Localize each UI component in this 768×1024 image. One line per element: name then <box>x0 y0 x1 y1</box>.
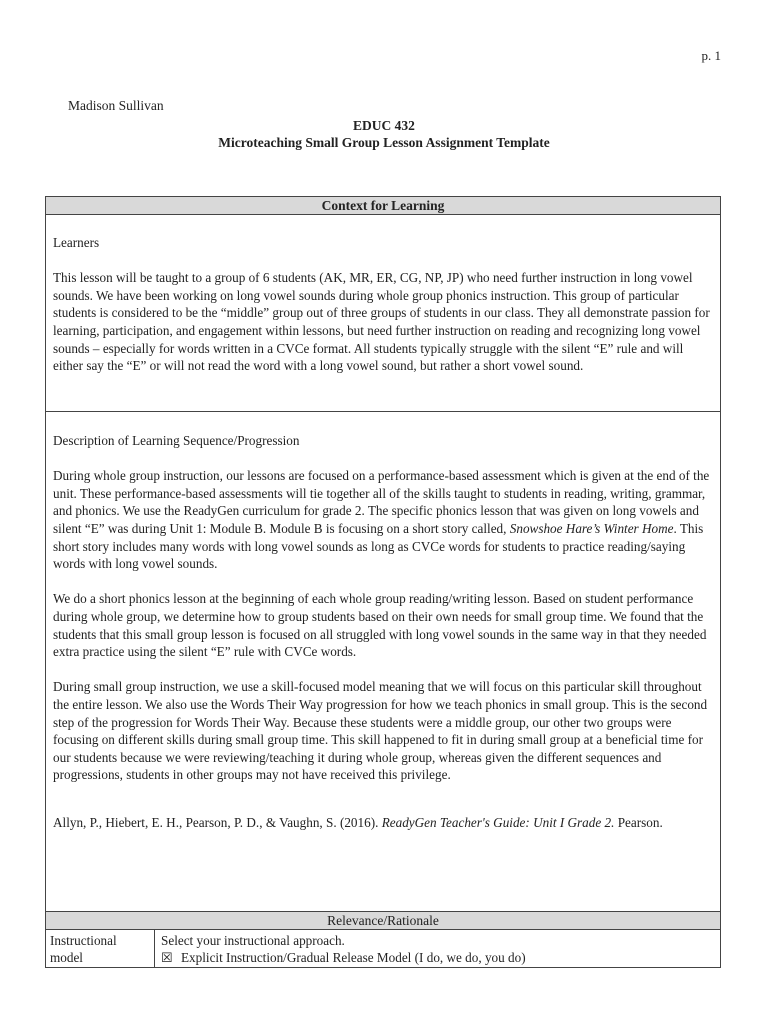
instructional-model-row <box>46 930 720 968</box>
author-name: Madison Sullivan <box>68 98 164 113</box>
learners-text: This lesson will be taught to a group of 6 students (AK, MR, ER, CG, NP, JP) who need further instruction in long vowel sounds. We have been working on long vowel sounds during whole group phonics instruction. This group of particular students is considered to be the “middle” group out of three groups of students in our class. They all demonstrate passion for learning, participation, and engagement within lessons, but need further instruction on reading and recognizing long vowel sounds – especially for words written in a CVCe format. All students typically struggle with the silent “E” rule and will either say the “E” or will not read the word with a long vowel sound, but rather a short vowel sound. <box>53 270 710 374</box>
relevance-rationale-table <box>45 911 721 968</box>
document-title: Microteaching Small Group Lesson Assignment Template <box>218 135 550 150</box>
context-for-learning-table <box>45 196 721 916</box>
story-title: Snowshoe Hare’s Winter Home <box>509 520 674 536</box>
learners-heading: Learners <box>53 235 100 250</box>
reference-title: ReadyGen Teacher's Guide: Unit I Grade 2. <box>381 814 615 830</box>
reference-citation: Allyn, P., Hiebert, E. H., Pearson, P. D., & Vaughn, S. (2016). ReadyGen Teacher's Guide: Unit I Grade 2. Pearson. <box>53 814 663 830</box>
approach-prompt: Select your instructional approach. <box>161 933 345 948</box>
sequence-paragraph-3: During small group instruction, we use a skill-focused model meaning that we will focus on this particular skill throughout the entire lesson. We also use the Words Their Way progression for how we teach phonics in small group. This is the second step of the progression for Words Their Way. Because these students were a middle group, our other two groups were focusing on different skills during small group time. This skill happened to fit in during small group at a beneficial time for our students because we were reviewing/teaching it during whole group, whereas given the different sequences and progressions, students in other groups may not have received this privilege. <box>53 679 708 783</box>
approach-option-label: Explicit Instruction/Gradual Release Model (I do, we do, you do) <box>181 950 526 965</box>
course-code: EDUC 432 <box>353 118 415 133</box>
learners-cell <box>46 215 720 412</box>
sequence-cell <box>46 412 720 831</box>
sequence-paragraph-1: During whole group instruction, our lessons are focused on a performance-based assessment which is given at the end of the unit. These performance-based assessments will tie together all of the skills taught to students in reading, writing, grammar, and phonics. We use the ReadyGen curriculum for grade 2. The specific phonics lesson that was given on long vowels and silent “E” was during Unit 1: Module B. Module B is focusing on a short story called, Snowshoe Hare’s Winter Home. This short story includes many words with long vowel sounds as long as CVCe words for students to practice reading/saying words with long vowel sounds. <box>53 468 710 572</box>
instructional-model-label: Instructional model <box>46 930 155 968</box>
checked-checkbox-icon[interactable]: ☒ <box>161 950 173 965</box>
context-header: Context for Learning <box>46 197 720 215</box>
sequence-heading: Description of Learning Sequence/Progression <box>53 433 300 448</box>
page-number: p. 1 <box>701 48 721 63</box>
relevance-header: Relevance/Rationale <box>46 912 720 930</box>
instructional-model-content <box>155 930 720 968</box>
approach-option <box>161 949 714 966</box>
sequence-paragraph-2: We do a short phonics lesson at the beginning of each whole group reading/writing lesson. Based on student performance during whole group, we determine how to group students based on their own needs for small group time. We found that the students that this small group lesson is focused on all struggled with long vowel sounds in the same way in that they needed extra practice using the silent “E” rule with CVCe words. <box>53 591 707 660</box>
